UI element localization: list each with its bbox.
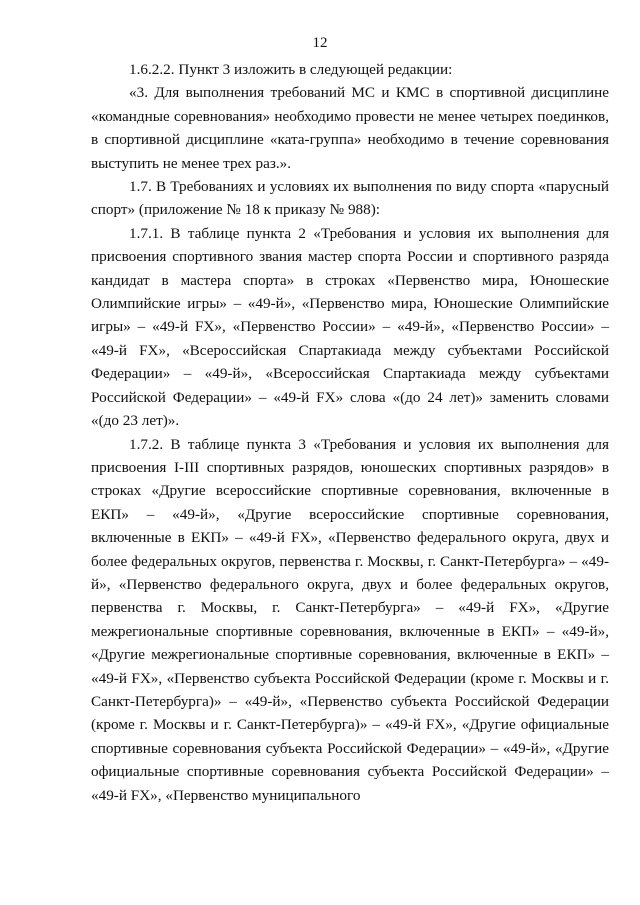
paragraph-1-7: 1.7. В Требованиях и условиях их выполнения по виду спорта «парусный спорт» (приложение № 18 к приказу № 988): [91,178,609,219]
document-body [91,58,609,807]
paragraph-1-6-2-2: 1.6.2.2. Пункт 3 изложить в следующей редакции: [129,61,453,78]
paragraph-1-7-1: 1.7.1. В таблице пункта 2 «Требования и условия их выполнения для присвоения спортивного звания мастер спорта России и спортивного разряда кандидат в мастера спорта» в строках «Первенство мира, Юношеские Олимпийские игры» – «49-й», «Первенство мира, Юношеские Олимпийские игры» – «49-й FX», «Первенство России» – «49-й», «Первенство России» – «49-й FX», «Всероссийская Спартакиада между субъектами Российской Федерации» – «49-й», «Всероссийская Спартакиада между субъектами Российской Федерации» – «49-й FX» слова «(до 24 лет)» заменить словами «(до 23 лет)». [91,224,609,430]
paragraph-quoted-item-3: «3. Для выполнения требований МС и КМС в спортивной дисциплине «командные соревнования» необходимо провести не менее четырех поединков, в спортивной дисциплине «ката-группа» необходимо в течение соревнования выступить не менее трех раз.». [91,84,609,172]
paragraph-1-7-2: 1.7.2. В таблице пункта 3 «Требования и условия их выполнения для присвоения I-III спортивных разрядов, юношеских спортивных разрядов» в строках «Другие всероссийские спортивные соревнования, включенные в ЕКП» – «49-й», «Другие всероссийские спортивные соревнования, включенные в ЕКП» – «49-й FX», «Первенство федерального округа, двух и более федеральных округов, первенства г. Москвы, г. Санкт-Петербурга» – «49-й», «Первенство федерального округа, двух и более федеральных округов, первенства г. Москвы, г. Санкт-Петербурга» – «49-й FX», «Другие межрегиональные спортивные соревнования, включенные в ЕКП» – «49-й», «Другие межрегиональные спортивные соревнования, включенные в ЕКП» – «49-й FX», «Первенство субъекта Российской Федерации (кроме г. Москвы и г. Санкт-Петербурга)» – «49-й», «Первенство субъекта Российской Федерации (кроме г. Москвы и г. Санкт-Петербурга)» – «49-й FX», «Другие официальные спортивные соревнования субъекта Российской Федерации» – «49-й», «Другие официальные спортивные соревнования субъекта Российской Федерации» – «49-й FX», «Первенство муниципального [91,435,609,804]
page-number: 12 [312,35,328,51]
